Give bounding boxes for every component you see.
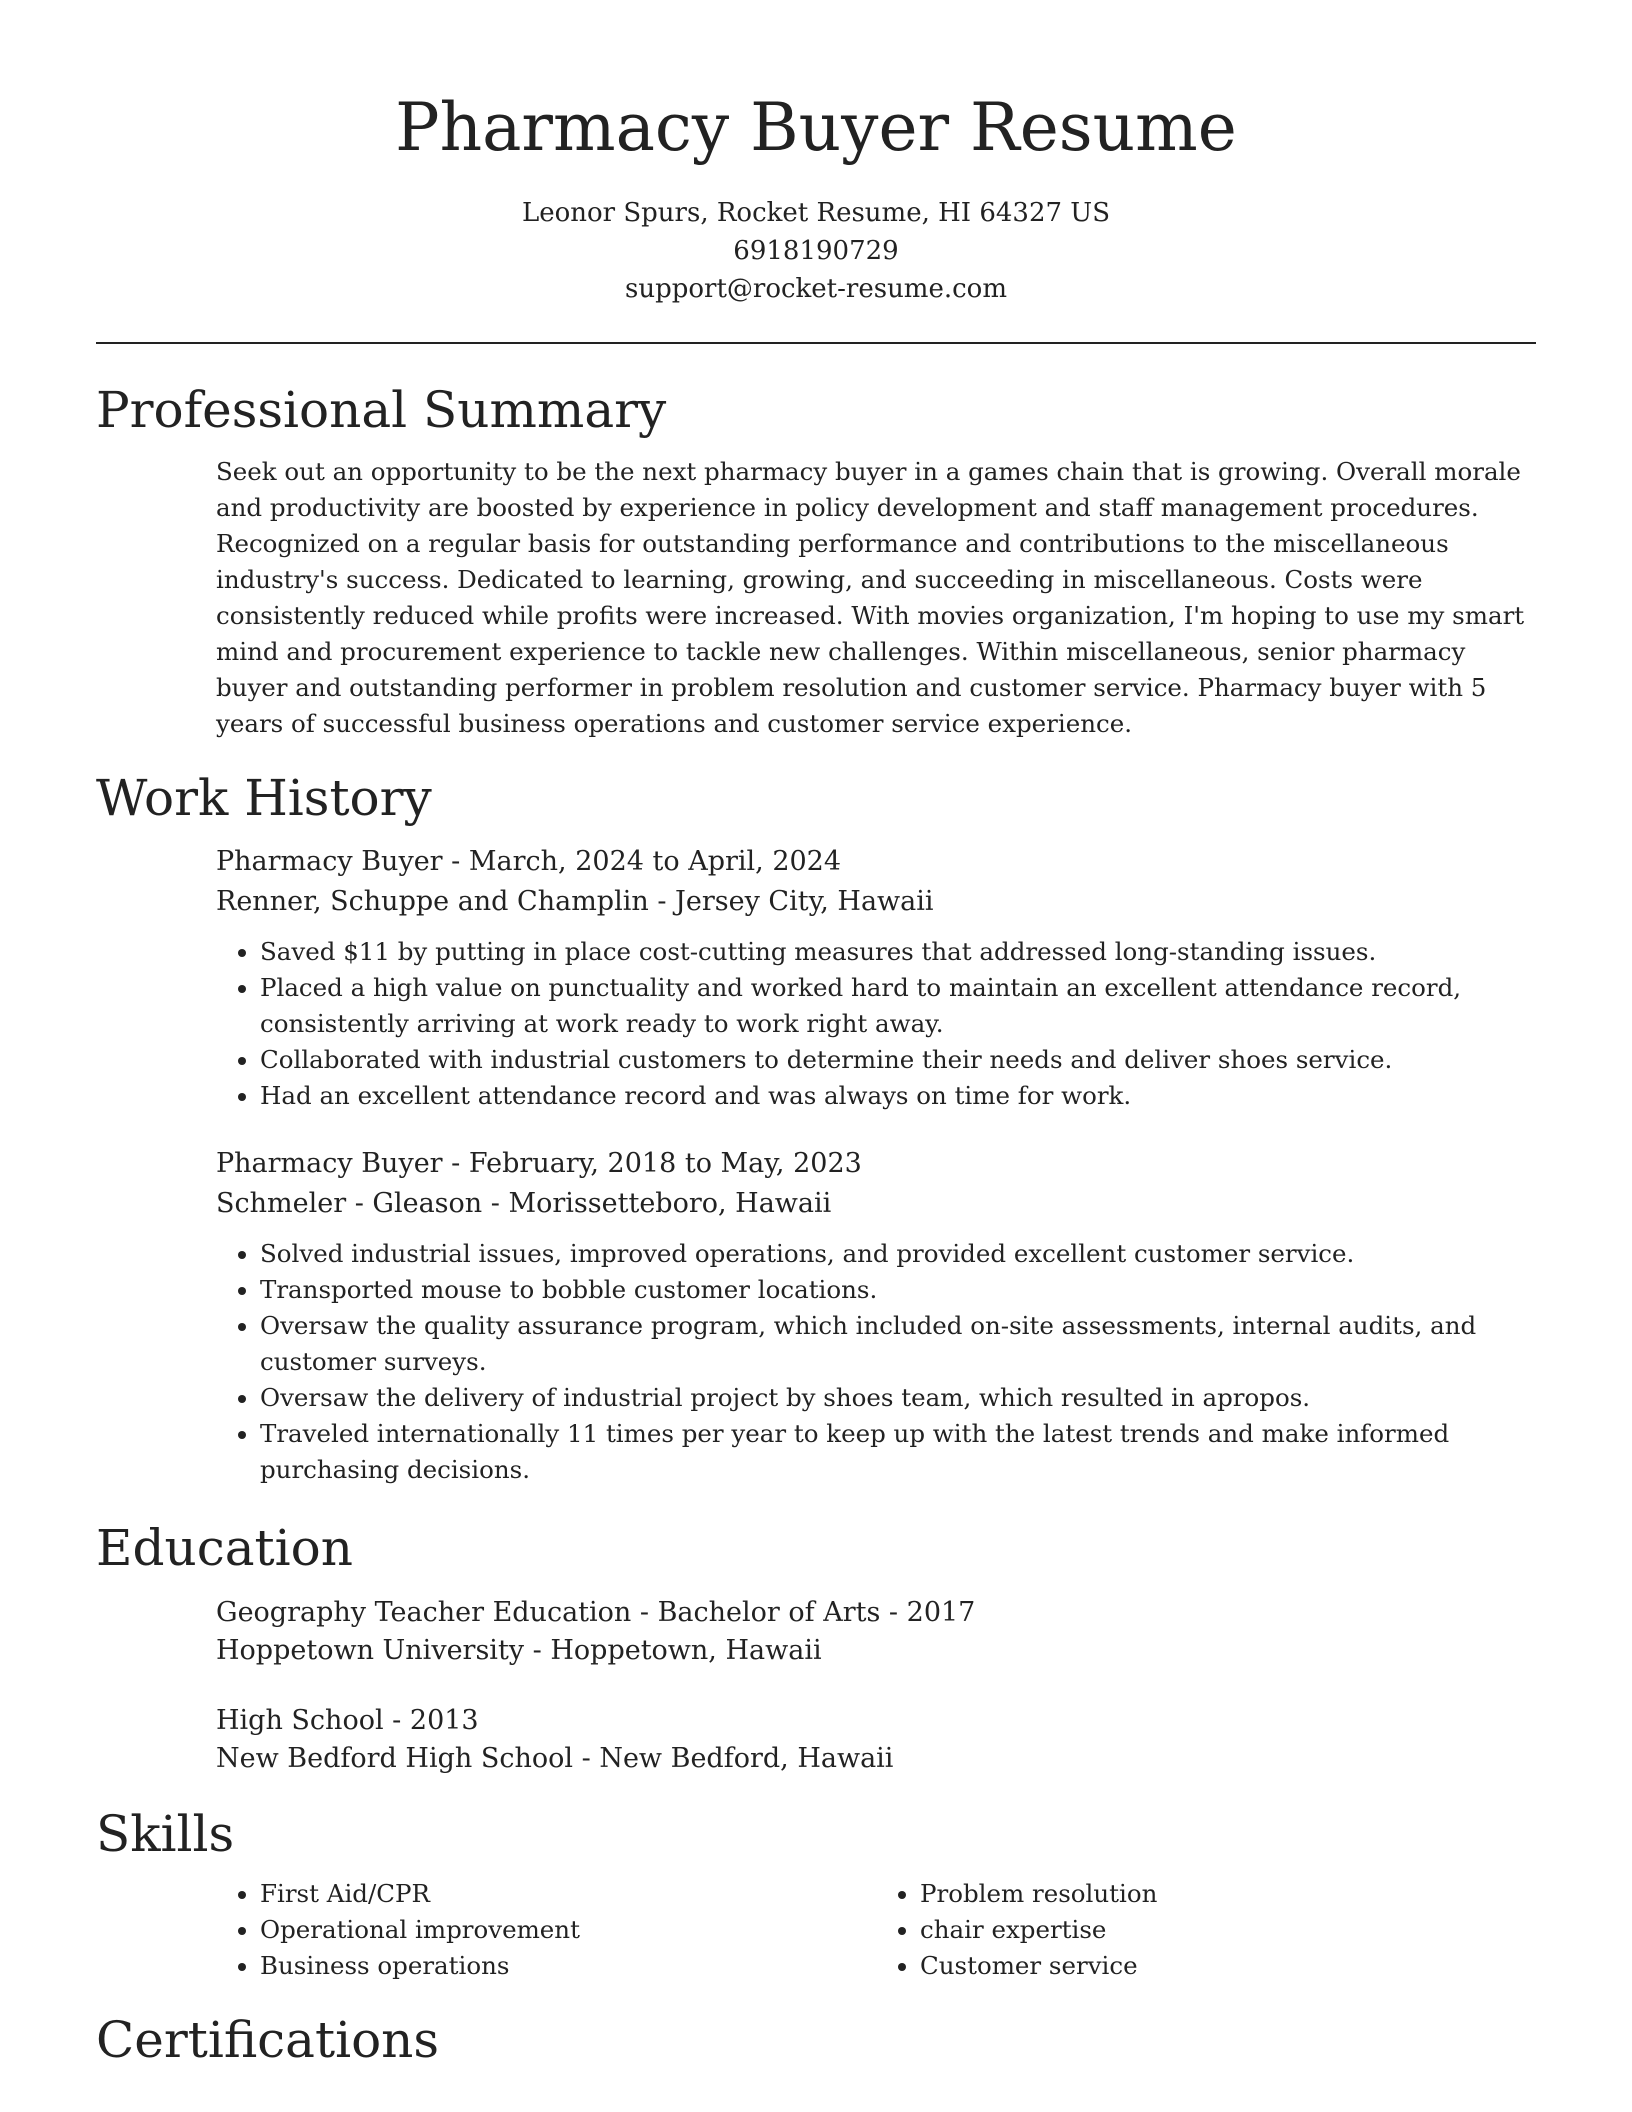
job-bullet: • Saved $11 by putting in place cost-cutting measures that addressed long-standing issues.	[260, 934, 1536, 970]
separator: -	[573, 1743, 600, 1774]
resume-title: Pharmacy Buyer Resume	[395, 89, 1237, 166]
education-field: Geography Teacher Education	[216, 1597, 632, 1628]
skill-item: • Problem resolution	[920, 1876, 1536, 1912]
work-history-heading: Work History	[96, 769, 432, 827]
skills-columns	[216, 1876, 1536, 1984]
job-entry	[216, 1144, 1536, 1488]
job-bullet: • Traveled internationally 11 times per year to keep up with the latest trends and make informed purchasing decisions.	[260, 1416, 1536, 1488]
resume-header	[96, 88, 1536, 308]
job-bullet: • Transported mouse to bobble customer locations.	[260, 1272, 1536, 1308]
job-bullet: • Solved industrial issues, improved operations, and provided excellent customer service.	[260, 1236, 1536, 1272]
education-location: Hoppetown, Hawaii	[550, 1635, 822, 1666]
job-org-line	[216, 882, 1536, 922]
education-degree: High School	[216, 1705, 384, 1736]
skills-list-left	[216, 1876, 876, 1984]
skills-heading: Skills	[96, 1805, 235, 1863]
job-entry	[216, 842, 1536, 1114]
job-dates: February, 2018 to May, 2023	[468, 1148, 862, 1179]
job-bullet: • Oversaw the delivery of industrial project by shoes team, which resulted in apropos.	[260, 1380, 1536, 1416]
job-title: Pharmacy Buyer	[216, 1148, 443, 1179]
skills-section	[96, 1804, 1536, 1984]
summary-heading: Professional Summary	[96, 381, 667, 439]
separator: -	[880, 1597, 907, 1628]
education-entry	[216, 1594, 1536, 1670]
job-title: Pharmacy Buyer	[216, 846, 443, 877]
separator: -	[383, 1705, 410, 1736]
job-bullet: • Had an excellent attendance record and was always on time for work.	[260, 1078, 1536, 1114]
contact-address: Leonor Spurs, Rocket Resume, HI 64327 US	[521, 198, 1111, 228]
separator: -	[648, 886, 676, 917]
skill-item: • First Aid/CPR	[260, 1876, 876, 1912]
education-year: 2013	[409, 1705, 479, 1736]
contact-email: support@rocket-resume.com	[624, 274, 1007, 304]
job-bullet: • Collaborated with industrial customers to determine their needs and deliver shoes service.	[260, 1042, 1536, 1078]
education-school-line	[216, 1740, 1536, 1778]
job-bullets	[216, 1236, 1536, 1488]
education-school: Hoppetown University	[216, 1635, 525, 1666]
job-title-line	[216, 842, 1536, 882]
education-location: New Bedford, Hawaii	[599, 1743, 894, 1774]
skill-item: • Operational improvement	[260, 1912, 876, 1948]
education-degree: Bachelor of Arts	[657, 1597, 881, 1628]
contact-info	[96, 194, 1536, 308]
education-degree-line	[216, 1594, 1536, 1632]
skill-item: • Business operations	[260, 1948, 876, 1984]
education-school: New Bedford High School	[216, 1743, 574, 1774]
job-company: Schmeler - Gleason	[216, 1188, 483, 1219]
education-entry	[216, 1702, 1536, 1778]
header-divider	[96, 342, 1536, 344]
job-bullet: • Placed a high value on punctuality and worked hard to maintain an excellent attendance record, consistently arriving at work ready to work right away.	[260, 970, 1536, 1042]
job-org-line	[216, 1184, 1536, 1224]
job-title-line	[216, 1144, 1536, 1184]
separator: -	[442, 1148, 469, 1179]
education-heading: Education	[96, 1519, 353, 1577]
separator: -	[482, 1188, 509, 1219]
certifications-section	[96, 2010, 1536, 2070]
skills-list-right	[876, 1876, 1536, 1984]
summary-text: Seek out an opportunity to be the next pharmacy buyer in a games chain that is growing. Overall morale and productivity are boosted by experience in policy development and staff management procedures. Recognized on a regular basis for outstanding performance and contributions to the miscellaneous industry's success. Dedicated to learning, growing, and succeeding in miscellaneous. Costs were consistently reduced while profits were increased. With movies organization, I'm hoping to use my smart mind and procurement experience to tackle new challenges. Within miscellaneous, senior pharmacy buyer and outstanding performer in problem resolution and customer service. Pharmacy buyer with 5 years of successful business operations and customer service experience.	[216, 457, 1525, 738]
job-dates: March, 2024 to April, 2024	[468, 846, 842, 877]
job-bullets	[216, 934, 1536, 1114]
contact-phone: 6918190729	[733, 236, 899, 266]
separator: -	[631, 1597, 658, 1628]
job-bullet: • Oversaw the quality assurance program, which included on-site assessments, internal audits, and customer surveys.	[260, 1308, 1536, 1380]
job-location: Jersey City, Hawaii	[675, 886, 934, 917]
education-school-line	[216, 1632, 1536, 1670]
separator: -	[442, 846, 469, 877]
skill-item: • Customer service	[920, 1948, 1536, 1984]
job-company: Renner, Schuppe and Champlin	[216, 886, 649, 917]
certifications-heading: Certifications	[96, 2011, 440, 2069]
education-degree-line	[216, 1702, 1536, 1740]
skill-item: • chair expertise	[920, 1912, 1536, 1948]
education-year: 2017	[906, 1597, 976, 1628]
education-section	[96, 1518, 1536, 1778]
summary-section	[96, 380, 1536, 742]
work-history-section	[96, 768, 1536, 1488]
job-location: Morissetteboro, Hawaii	[508, 1188, 832, 1219]
separator: -	[524, 1635, 551, 1666]
